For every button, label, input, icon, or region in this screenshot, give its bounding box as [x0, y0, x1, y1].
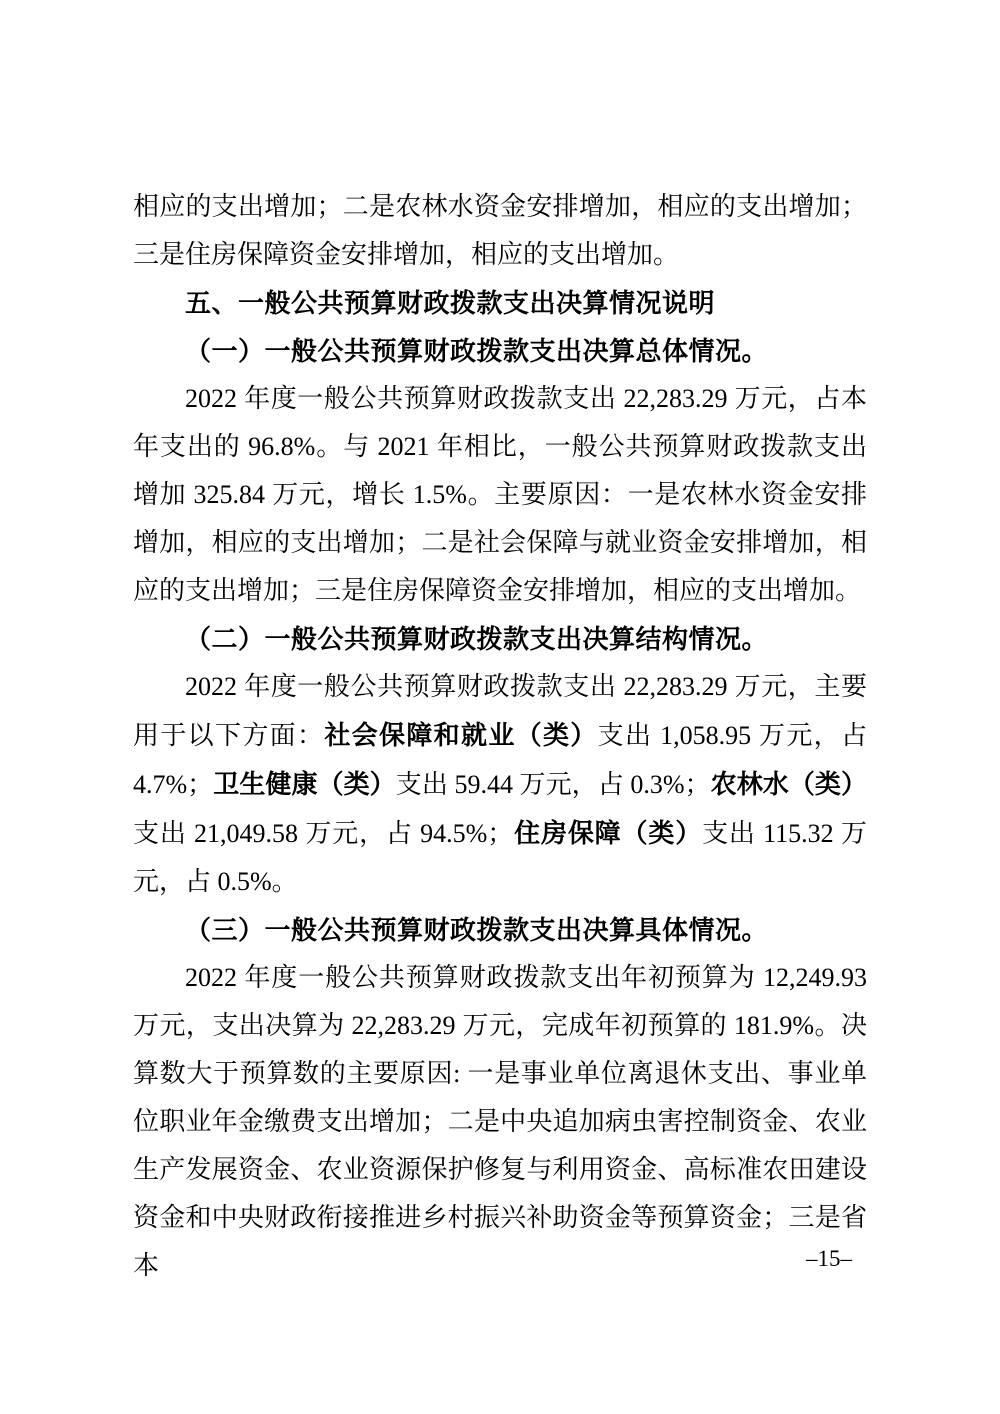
paragraph-text-run: 2022 年度一般公共预算财政拨款支出 22,283.29 万元，主要用于以下方面：: [133, 672, 867, 750]
subsection-heading-three: （三）一般公共预算财政拨款支出决算具体情况。: [185, 915, 769, 945]
expenditure-category-bold: 农林水（类）: [710, 769, 867, 799]
paragraph-overall-situation: 2022 年度一般公共预算财政拨款支出 22,283.29 万元，占本年支出的 96.8%。与 2021 年相比，一般公共预算财政拨款支出增加 325.84 万元，增长 1.5%。主要原因：一是农林水资金安排增加，相应的支出增加；二是社会保障与就业资金安排增加，相应的支出增加；三是住房保障资金安排增加，相应的支出增加。: [133, 384, 867, 605]
paragraph-continuation: 相应的支出增加；二是农林水资金安排增加，相应的支出增加；三是住房保障资金安排增加，相应的支出增加。: [133, 192, 867, 269]
paragraph-specific-situation: 2022 年度一般公共预算财政拨款支出年初预算为 12,249.93 万元，支出决算为 22,283.29 万元，完成年初预算的 181.9%。决算数大于预算数的主要原因: 一是事业单位离退休支出、事业单位职业年金缴费支出增加；二是中央追加病虫害控制资金、农业生产发展资金、农业资源保护修复与利用资金、高标准农田建设资金和中央财政衔接推进乡村振兴补助资金等预算资金；三是省本: [133, 963, 867, 1280]
expenditure-category-bold: 社会保障和就业（类）: [324, 720, 598, 750]
paragraph-text-run: 支出 115.32 万元，占 0.5%。: [133, 819, 867, 896]
subsection-heading-one: （一）一般公共预算财政拨款支出决算总体情况。: [185, 336, 769, 366]
section-heading-five: 五、一般公共预算财政拨款支出决算情况说明: [185, 288, 716, 318]
paragraph-text-run: 支出 1,058.95 万元，占 4.7%；: [133, 721, 867, 799]
page-number: –15–: [806, 1246, 852, 1271]
paragraph-text-run: 支出 21,049.58 万元，占 94.5%；: [133, 819, 514, 848]
subsection-heading-two: （二）一般公共预算财政拨款支出决算结构情况。: [185, 624, 769, 654]
expenditure-category-bold: 卫生健康（类）: [213, 769, 396, 799]
expenditure-category-bold: 住房保障（类）: [513, 818, 703, 848]
paragraph-text-run: 支出 59.44 万元，占 0.3%；: [395, 770, 711, 799]
paragraph-structure-situation: [133, 663, 867, 906]
